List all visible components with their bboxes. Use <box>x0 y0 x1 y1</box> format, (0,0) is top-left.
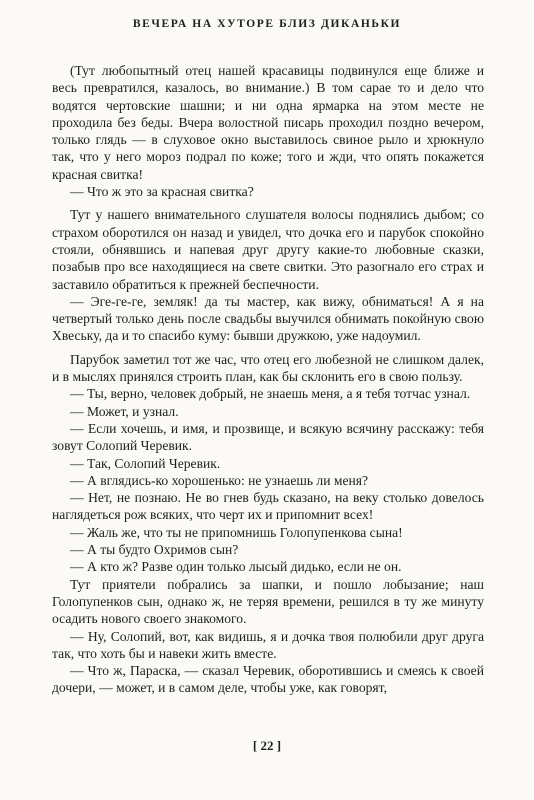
paragraph: — Эге-ге-ге, земляк! да ты мастер, как вижу, обниматься! А я на четвертый только день после свадьбы выучился обнимать покойную свою Хвеську, да и то спасибо куму: бывши дружкою, уже надоумил. <box>52 293 484 344</box>
body-text <box>52 62 484 697</box>
paragraph: — А вглядись-ко хорошенько: не узнаешь ли меня? <box>70 472 369 488</box>
paragraph: — Так, Солопий Черевик. <box>70 455 221 471</box>
paragraph: — Нет, не познаю. Не во гнев будь сказано, на веку столько довелось наглядеться рож всяких, что черт их и припомнит всех! <box>52 490 484 523</box>
paragraph: Тут у нашего внимательного слушателя волосы поднялись дыбом; со страхом оборотился он назад и увидел, что дочка его и парубок спокойно стояли, обнявшись и напевая друг другу какие-то любовные сказки, позабыв про все находящиеся на свете свитки. Это разогнало его страх и заставило обратиться к прежней беспечности. <box>52 207 484 292</box>
paragraph: — Что ж, Параска, — сказал Черевик, оборотившись и смеясь к своей дочери, — может, и в самом деле, чтобы уже, как говорят, <box>52 663 484 696</box>
page-number: [ 22 ] <box>252 738 282 753</box>
paragraph: Тут приятели побрались за шапки, и пошло лобызание; наш Голопупенков сын, однако ж, не теряя времени, решился в ту же минуту осадить нового своего знакомого. <box>52 576 484 627</box>
running-header: ВЕЧЕРА НА ХУТОРЕ БЛИЗ ДИКАНЬКИ <box>132 18 402 30</box>
paragraph: — Ты, верно, человек добрый, не знаешь меня, а я тебя тотчас узнал. <box>70 386 471 402</box>
paragraph: — Жаль же, что ты не припомнишь Голопупенкова сына! <box>70 524 403 540</box>
paragraph: — А кто ж? Разве один только лысый дидько, если не он. <box>70 559 402 575</box>
paragraph: — Может, и узнал. <box>70 403 179 419</box>
paragraph: — Ну, Солопий, вот, как видишь, я и дочка твоя полюбили друг друга так, что хоть бы и навеки жить вместе. <box>52 628 484 661</box>
paragraph: — Что ж это за красная свитка? <box>70 184 254 200</box>
paragraph: (Тут любопытный отец нашей красавицы подвинулся еще ближе и весь превратился, казалось, во внимание.) В том сарае то и дело что водятся чертовские шашни; и ни одна ярмарка на этом месте не проходила без беды. Вчера волостной писарь проходил поздно вечером, только глядь — в слуховое окно выставилось свиное рыло и хрюкнуло так, что у него мороз подрал по коже; того и жди, что опять покажется красная свитка! <box>52 63 484 182</box>
paragraph: — А ты будто Охримов сын? <box>70 542 239 558</box>
paragraph: — Если хочешь, и имя, и прозвище, и всякую всячину расскажу: тебя зовут Солопий Черевик. <box>52 420 484 454</box>
paragraph: Парубок заметил тот же час, что отец его любезной не слишком далек, и в мыслях принялся строить план, как бы склонить его в свою пользу. <box>52 351 484 385</box>
